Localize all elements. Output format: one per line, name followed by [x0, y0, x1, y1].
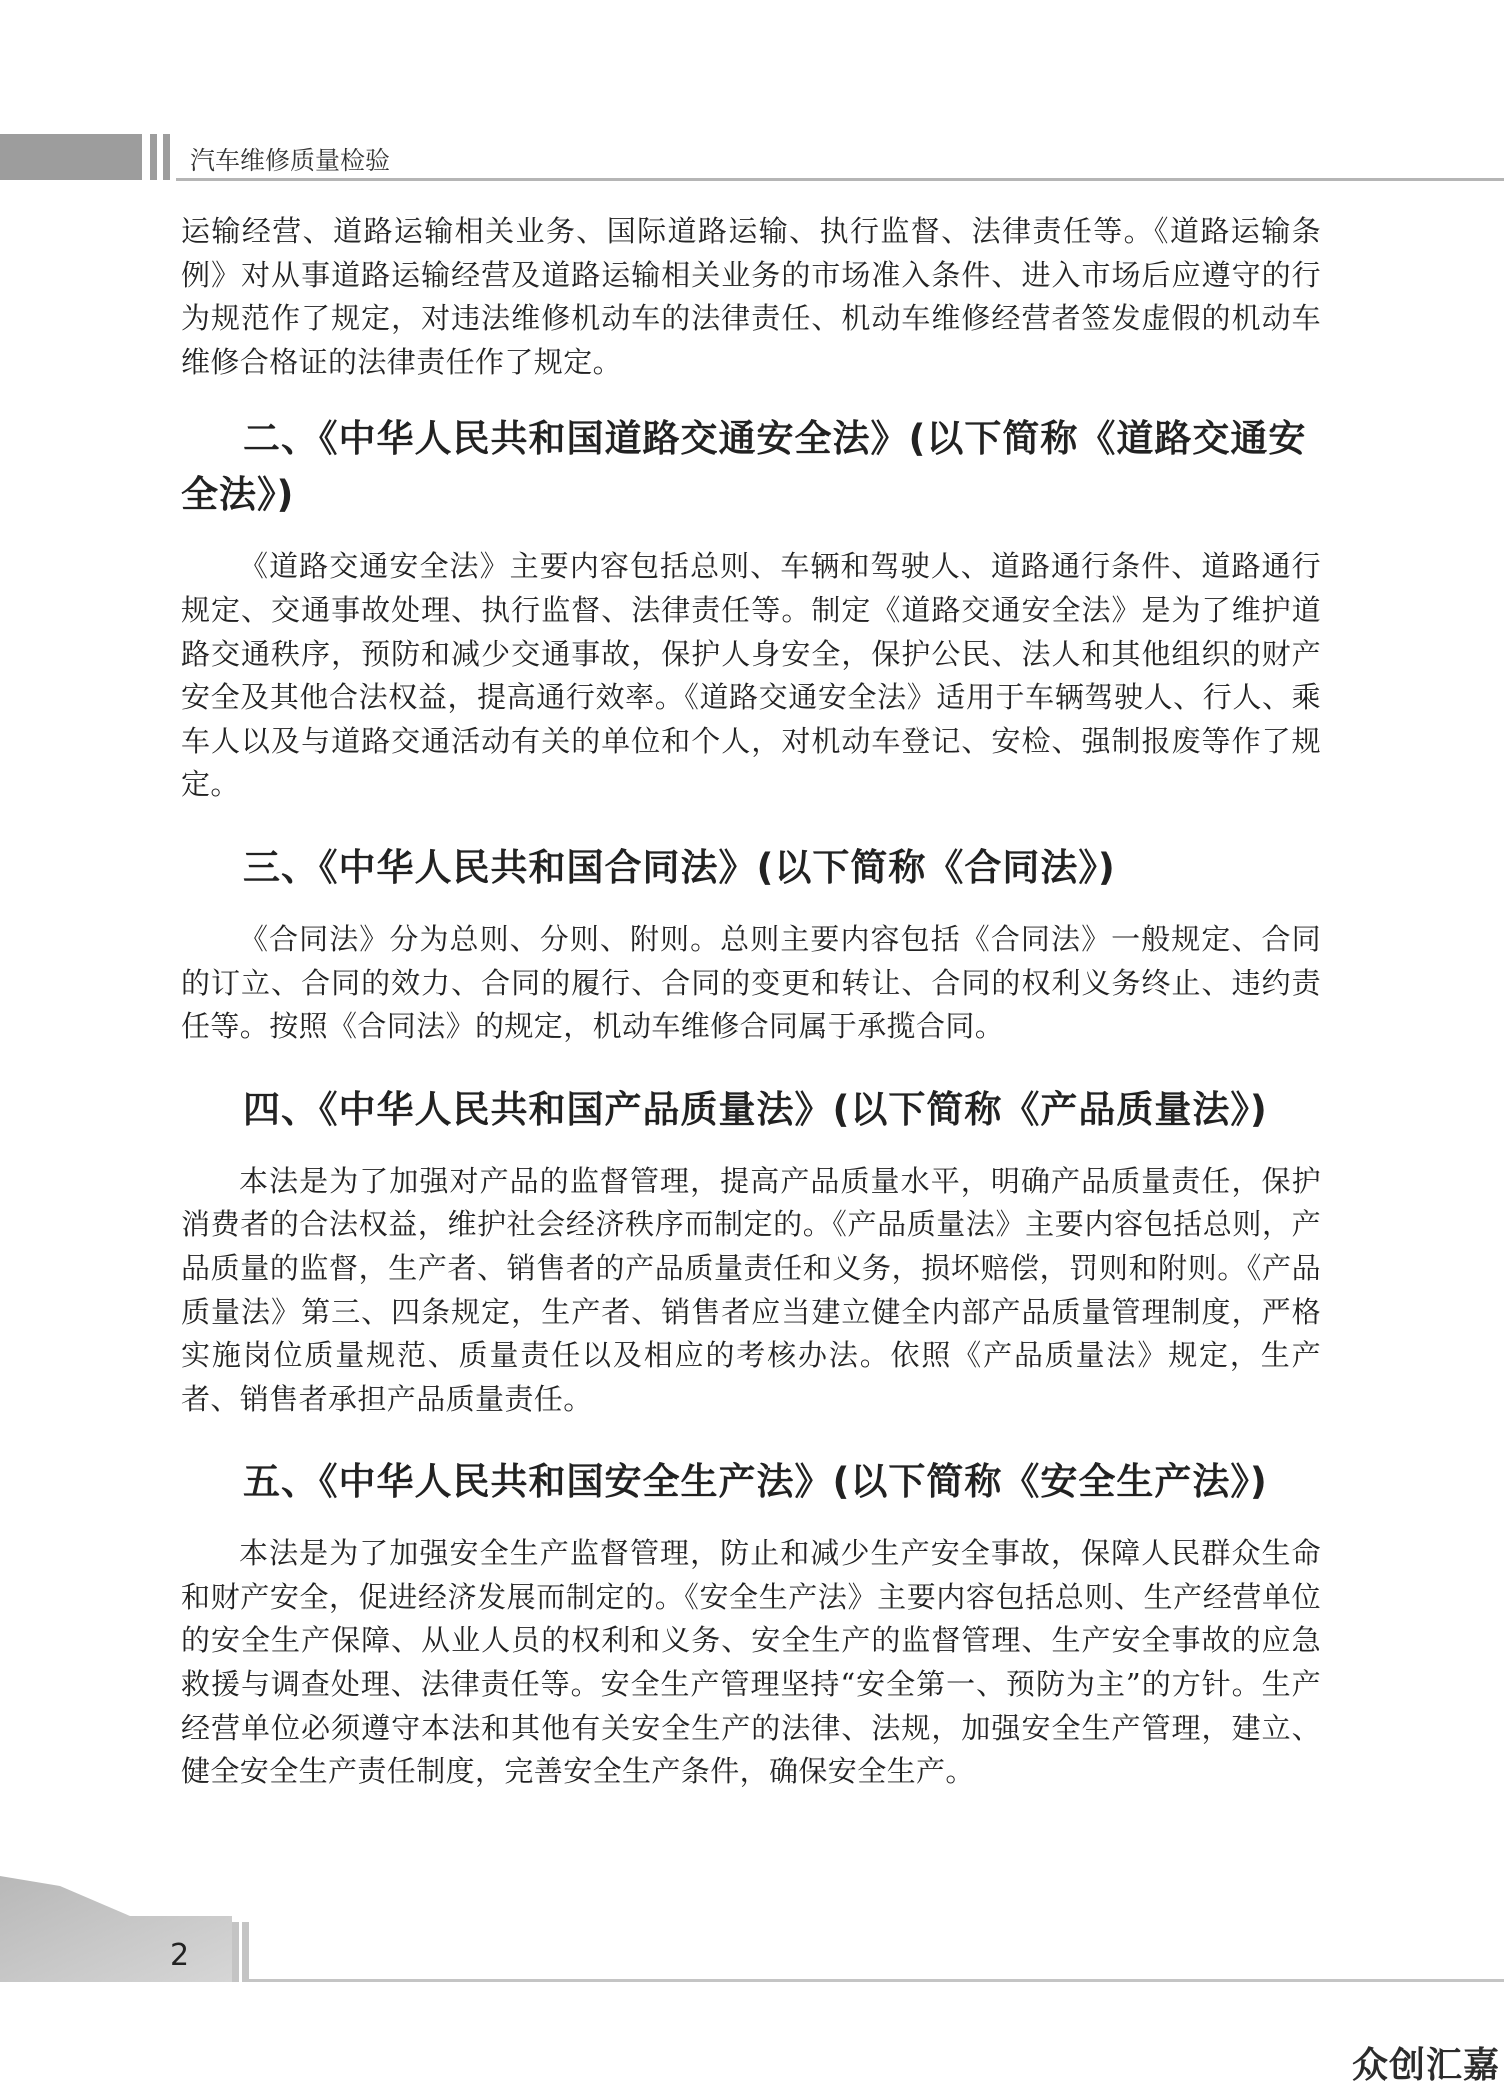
footer-gray-wedge: [0, 1876, 240, 1982]
section-5-paragraph: 本法是为了加强安全生产监督管理，防止和减少生产安全事故，保障人民群众生命和财产安全，促进经济发展而制定的。《安全生产法》主要内容包括总则、生产经营单位的安全生产保障、从业人员的权利和义务、安全生产的监督管理、生产安全事故的应急救援与调查处理、法律责任等。安全生产管理坚持“安全第一、预防为主”的方针。生产经营单位必须遵守本法和其他有关安全生产的法律、法规，加强安全生产管理，建立、健全安全生产责任制度，完善安全生产条件，确保安全生产。: [181, 1536, 1321, 1789]
section-heading-3: 三、《中华人民共和国合同法》(以下简称《合同法》): [243, 845, 1116, 889]
section-4-paragraph: 本法是为了加强对产品的监督管理，提高产品质量水平，明确产品质量责任，保护消费者的合法权益，维护社会经济秩序而制定的。《产品质量法》主要内容包括总则，产品质量的监督，生产者、销售者的产品质量责任和义务，损坏赔偿，罚则和附则。《产品质量法》第三、四条规定，生产者、销售者应当建立健全内部产品质量管理制度，严格实施岗位质量规范、质量责任以及相应的考核办法。依照《产品质量法》规定，生产者、销售者承担产品质量责任。: [181, 1163, 1321, 1416]
header-divider-bar: [150, 134, 157, 180]
header-divider-bar: [163, 134, 170, 180]
intro-paragraph: 运输经营、道路运输相关业务、国际道路运输、执行监督、法律责任等。《道路运输条例》对从事道路运输经营及道路运输相关业务的市场准入条件、进入市场后应遵守的行为规范作了规定，对违法维修机动车的法律责任、机动车维修经营者签发虚假的机动车维修合格证的法律责任作了规定。: [181, 214, 1321, 379]
header-rule: [176, 178, 1504, 181]
section-heading-5: 五、《中华人民共和国安全生产法》(以下简称《安全生产法》): [243, 1460, 1268, 1504]
section-2-paragraph: 《道路交通安全法》主要内容包括总则、车辆和驾驶人、道路通行条件、道路通行规定、交通事故处理、执行监督、法律责任等。制定《道路交通安全法》是为了维护道路交通秩序，预防和减少交通事故，保护人身安全，保护公民、法人和其他组织的财产安全及其他合法权益，提高通行效率。《道路交通安全法》适用于车辆驾驶人、行人、乘车人以及与道路交通活动有关的单位和个人，对机动车登记、安检、强制报废等作了规定。: [181, 549, 1321, 802]
running-header-title: 汽车维修质量检验: [190, 146, 391, 175]
page-number: 2: [170, 1938, 190, 1973]
section-heading-2: 二、《中华人民共和国道路交通安全法》(以下简称《道路交通安全法》): [181, 417, 1307, 517]
footer-rule: [246, 1979, 1504, 1982]
section-3-paragraph: 《合同法》分为总则、分则、附则。总则主要内容包括《合同法》一般规定、合同的订立、合同的效力、合同的履行、合同的变更和转让、合同的权利义务终止、违约责任等。按照《合同法》的规定，机动车维修合同属于承揽合同。: [181, 921, 1321, 1044]
page-content: [181, 210, 1321, 1794]
footer-divider-bar: [232, 1922, 239, 1982]
footer-divider-bar: [242, 1922, 249, 1982]
header-gray-block: [0, 134, 142, 180]
watermark-logo: 众创汇嘉: [1351, 2045, 1500, 2086]
section-heading-4: 四、《中华人民共和国产品质量法》(以下简称《产品质量法》): [243, 1087, 1268, 1131]
